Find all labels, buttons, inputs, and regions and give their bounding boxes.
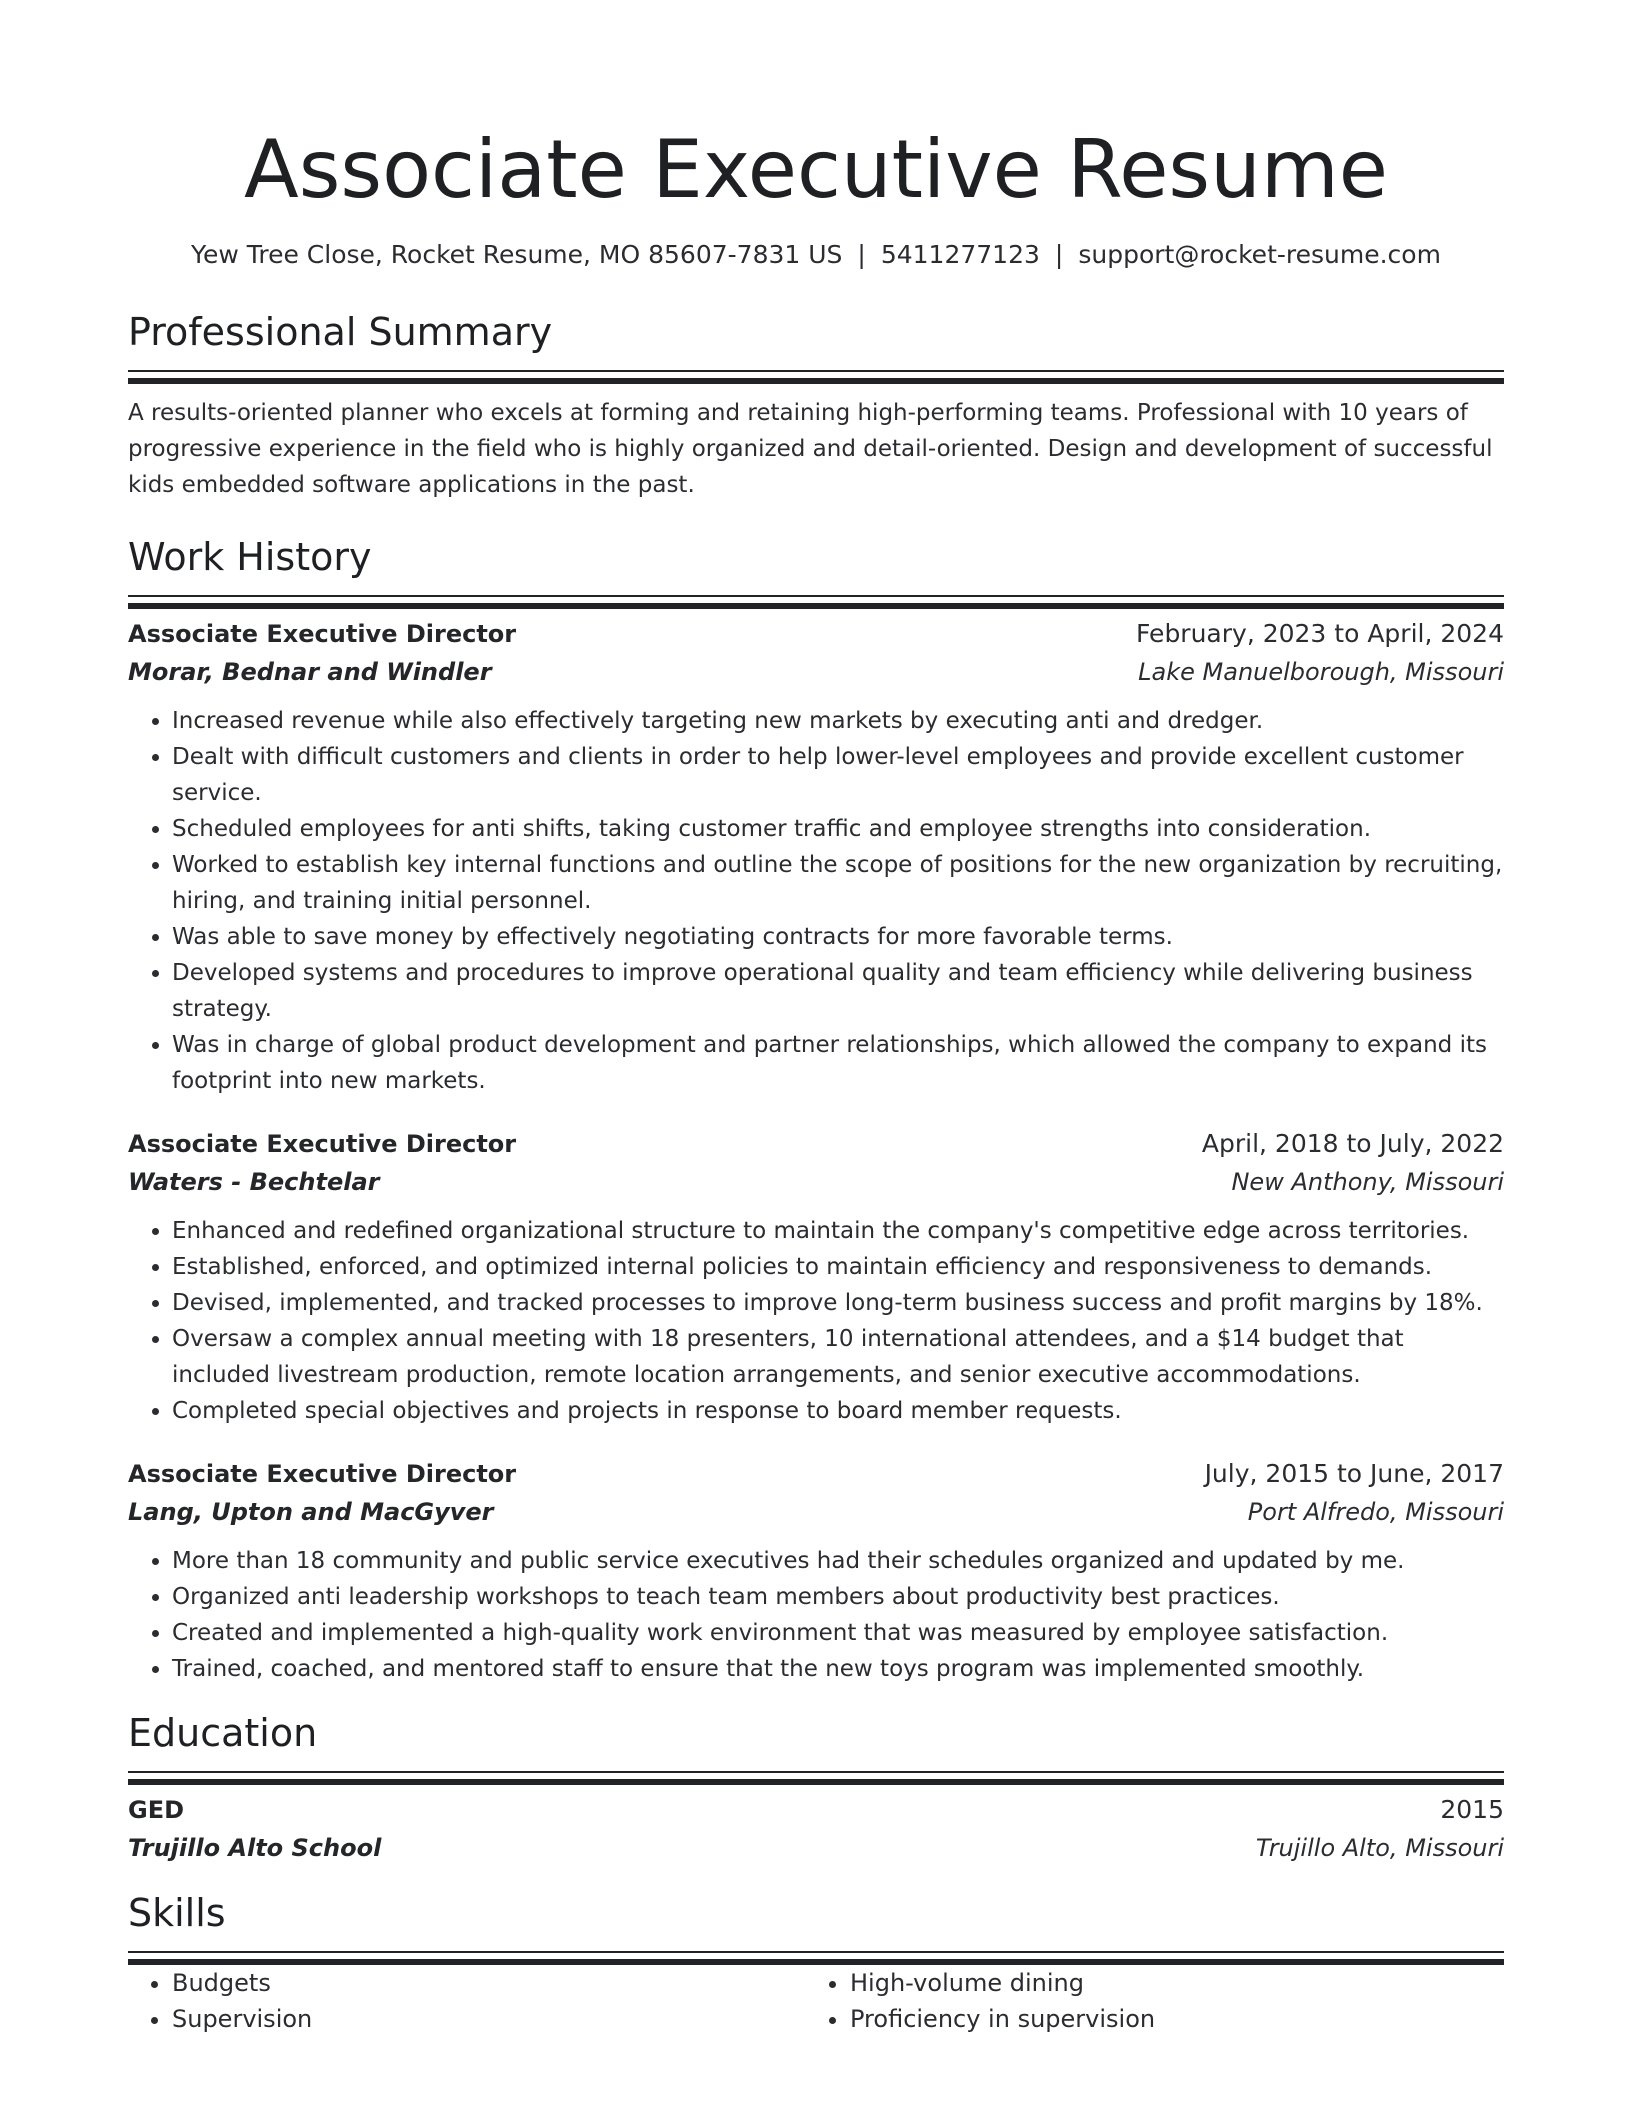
job-title: Associate Executive Director [128, 1130, 517, 1158]
job-bullets [128, 1543, 1504, 1687]
job-entry [128, 1455, 1504, 1687]
list-item: • Completed special objectives and projects in response to board member requests. [172, 1393, 1504, 1429]
job-bullets [128, 703, 1504, 1099]
job-employer: Waters - Bechtelar [128, 1168, 380, 1196]
section-divider [128, 1771, 1504, 1773]
section-divider [128, 1951, 1504, 1953]
summary-section [128, 308, 1504, 503]
job-location: Lake Manuelborough, Missouri [1138, 658, 1504, 686]
education-school: Trujillo Alto School [128, 1834, 382, 1862]
list-item: • More than 18 community and public service executives had their schedules organized and updated by me. [172, 1543, 1504, 1579]
job-subheader [128, 1163, 1504, 1201]
job-dates: April, 2018 to July, 2022 [1201, 1129, 1504, 1158]
list-item: • Increased revenue while also effectively targeting new markets by executing anti and dredger. [172, 703, 1504, 739]
job-subheader [128, 653, 1504, 691]
section-heading-work-history: Work History [128, 535, 372, 579]
education-subheader [128, 1829, 1504, 1867]
skill-item: • Supervision [172, 2001, 806, 2037]
section-heading-education: Education [128, 1711, 318, 1755]
education-location: Trujillo Alto, Missouri [1255, 1834, 1504, 1862]
section-heading-skills: Skills [128, 1891, 226, 1935]
education-section [128, 1709, 1504, 1867]
list-item: • Was able to save money by effectively negotiating contracts for more favorable terms. [172, 919, 1504, 955]
section-heading-summary: Professional Summary [128, 310, 553, 354]
list-item: • Created and implemented a high-quality work environment that was measured by employee satisfaction. [172, 1615, 1504, 1651]
job-header [128, 615, 1504, 653]
skill-item: • Proficiency in supervision [850, 2001, 1484, 2037]
job-subheader [128, 1493, 1504, 1531]
summary-text: A results-oriented planner who excels at forming and retaining high-performing teams. Professional with 10 years of progressive experience in the field who is highly organized and detail-oriented. Design and development of successful kids embedded software applications in the past. [128, 400, 1493, 498]
contact-line [128, 237, 1504, 273]
section-divider [128, 370, 1504, 372]
job-header [128, 1455, 1504, 1493]
contact-phone: 5411277123 [880, 240, 1040, 269]
work-history-section [128, 533, 1504, 1687]
skill-item: • Budgets [172, 1965, 806, 2001]
job-location: Port Alfredo, Missouri [1247, 1498, 1504, 1526]
education-entry [128, 1791, 1504, 1867]
list-item: • Trained, coached, and mentored staff to ensure that the new toys program was implemented smoothly. [172, 1651, 1504, 1687]
skills-column-left [128, 1965, 806, 2037]
job-dates: July, 2015 to June, 2017 [1204, 1459, 1504, 1488]
list-item: • Dealt with difficult customers and clients in order to help lower-level employees and provide excellent customer service. [172, 739, 1504, 811]
job-header [128, 1125, 1504, 1163]
job-entry [128, 615, 1504, 1099]
list-item: • Scheduled employees for anti shifts, taking customer traffic and employee strengths into consideration. [172, 811, 1504, 847]
resume-page [128, 0, 1504, 2037]
list-item: • Oversaw a complex annual meeting with 18 presenters, 10 international attendees, and a $14 budget that included livestream production, remote location arrangements, and senior executive accommodations. [172, 1321, 1504, 1393]
list-item: • Worked to establish key internal functions and outline the scope of positions for the new organization by recruiting, hiring, and training initial personnel. [172, 847, 1504, 919]
job-employer: Lang, Upton and MacGyver [128, 1498, 494, 1526]
job-employer: Morar, Bednar and Windler [128, 658, 492, 686]
list-item: • Was in charge of global product development and partner relationships, which allowed the company to expand its footprint into new markets. [172, 1027, 1504, 1099]
education-year: 2015 [1440, 1795, 1504, 1824]
list-item: • Enhanced and redefined organizational structure to maintain the company's competitive edge across territories. [172, 1213, 1504, 1249]
education-header [128, 1791, 1504, 1829]
list-item: • Developed systems and procedures to improve operational quality and team efficiency while delivering business strategy. [172, 955, 1504, 1027]
skills-column-right [806, 1965, 1484, 2037]
skills-section [128, 1889, 1504, 2037]
education-degree: GED [128, 1796, 185, 1824]
job-dates: February, 2023 to April, 2024 [1136, 619, 1504, 648]
job-title: Associate Executive Director [128, 1460, 517, 1488]
list-item: • Organized anti leadership workshops to teach team members about productivity best practices. [172, 1579, 1504, 1615]
job-location: New Anthony, Missouri [1231, 1168, 1504, 1196]
list-item: • Devised, implemented, and tracked processes to improve long-term business success and profit margins by 18%. [172, 1285, 1504, 1321]
job-title: Associate Executive Director [128, 620, 517, 648]
job-bullets [128, 1213, 1504, 1429]
section-divider [128, 595, 1504, 597]
job-entry [128, 1125, 1504, 1429]
contact-email: support@rocket-resume.com [1078, 240, 1441, 269]
contact-address: Yew Tree Close, Rocket Resume, MO 85607-7831 US [191, 240, 843, 269]
contact-separator: | [1054, 240, 1064, 269]
resume-title: Associate Executive Resume [244, 123, 1388, 216]
contact-separator: | [857, 240, 866, 269]
skills-grid [128, 1965, 1504, 2037]
list-item: • Established, enforced, and optimized internal policies to maintain efficiency and responsiveness to demands. [172, 1249, 1504, 1285]
skill-item: • High-volume dining [850, 1965, 1484, 2001]
